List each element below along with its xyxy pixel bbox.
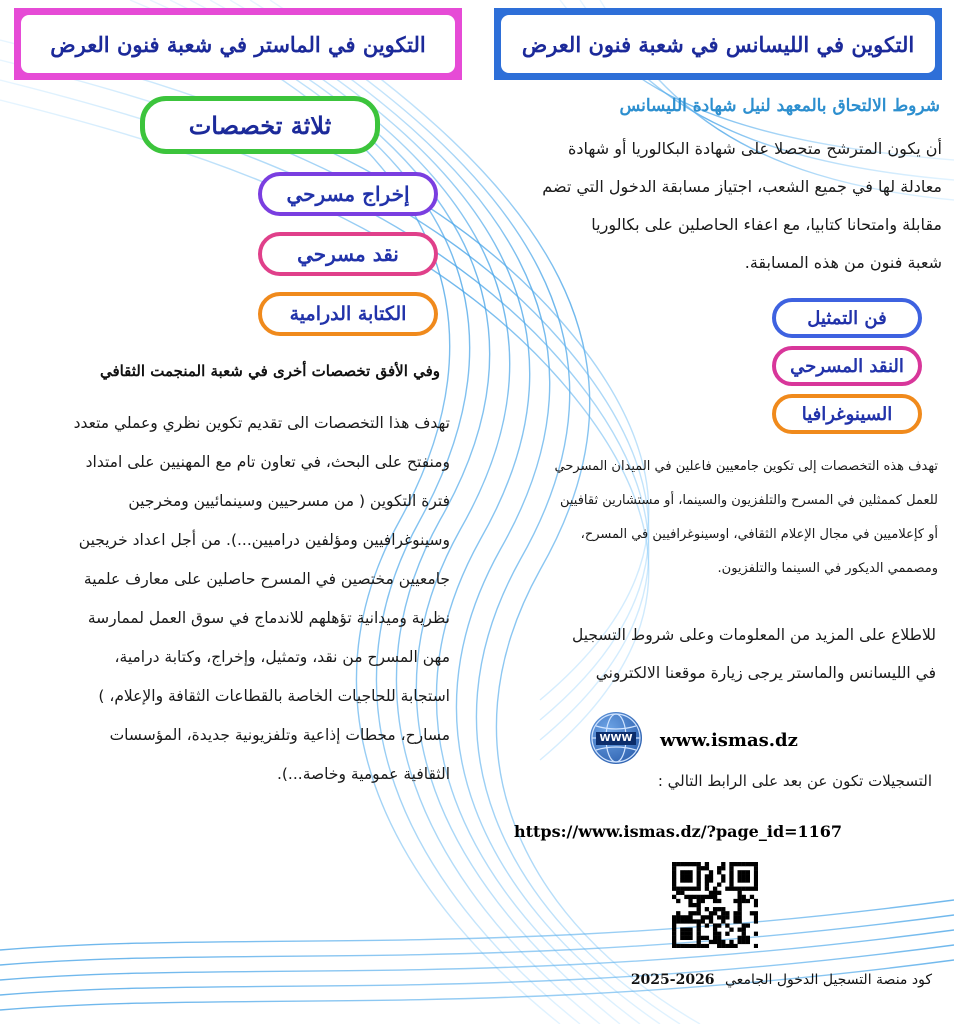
master-specialty-directing [258,172,438,216]
license-conditions [492,130,942,282]
site-url-text[interactable]: www.ismas.dz [660,730,798,751]
master-line: الثقافية عمومية وخاصة...). [276,765,450,783]
master-line: جامعيين مختصين في المسرح حاصلين على معارف علمية [83,570,450,588]
master-specialty-directing-label: إخراج مسرحي [286,182,410,206]
license-info-line: في الليسانس والماستر يرجى زيارة موقعنا الالكتروني [595,664,936,682]
master-line: استجابة للحاجيات الخاصة بالقطاعات الثقافة والإعلام، ) [98,687,450,705]
www-globe-icon [590,712,642,764]
registration-link-text[interactable]: https://www.ismas.dz/?page_id=1167 [514,822,843,841]
master-specialty-dramatic-writing [258,292,438,336]
license-specialty-acting [772,298,922,338]
master-line: نظرية وميدانية تؤهلهم للاندماج في سوق العمل لممارسة [87,609,450,627]
master-specialties-title [140,96,380,154]
license-goal-line: أو كإعلاميين في مجال الإعلام الثقافي، اوسينوغرافيين في المسرح، [580,527,938,542]
master-line: فترة التكوين ( من مسرحيين وسينمائيين ومخرجين [128,492,450,510]
qr-caption-year: 2025-2026 [630,972,715,988]
license-specialty-scenography [772,394,922,434]
master-description [10,404,450,794]
license-goals [478,450,938,586]
master-specialty-criticism-label: نقد مسرحي [297,242,399,266]
license-specialty-acting-label: فن التمثيل [807,307,887,329]
www-globe-label: WWW [596,732,635,745]
license-info-line: للاطلاع على المزيد من المعلومات وعلى شروط التسجيل [571,626,936,644]
header-license [494,8,942,80]
registration-link[interactable] [514,822,934,841]
license-specialty-criticism-label: النقد المسرحي [790,355,904,377]
license-info [486,616,936,692]
registration-note-text: التسجيلات تكون عن بعد على الرابط التالي : [657,772,932,790]
master-line: وسينوغرافيين ومؤلفين دراميين...). من أجل اعداد خريجين [78,531,450,549]
master-line: ومنفتح على البحث، في تعاون تام مع المهنيين على امتداد [85,453,450,471]
qr-caption-text: كود منصة التسجيل الدخول الجامعي [725,972,932,988]
license-goal-line: تهدف هذه التخصصات إلى تكوين جامعيين فاعلين في الميدان المسرحي [554,459,938,474]
license-goal-line: ومصممي الديكور في السينما والتلفزيون. [717,561,938,576]
license-condition-line: مقابلة وامتحانا كتابيا، مع اعفاء الحاصلين على بكالوريا [591,215,942,234]
master-specialty-criticism [258,232,438,276]
license-conditions-heading-text: شروط الالتحاق بالمعهد لنيل شهادة الليسانس [619,96,940,116]
header-master [14,8,462,80]
header-license-title: التكوين في الليسانس في شعبة فنون العرض [521,31,915,57]
master-line: تهدف هذا التخصصات الى تقديم تكوين نظري وعملي متعدد [73,414,450,432]
header-master-title: التكوين في الماستر في شعبة فنون العرض [50,31,426,57]
license-condition-line: أن يكون المترشح متحصلا على شهادة البكالوريا أو شهادة [567,139,942,158]
master-line: مهن المسرح من نقد، وتمثيل، وإخراج، وكتابة درامية، [114,648,450,666]
registration-note [560,772,932,790]
master-horizon-heading-text: وفي الأفق تخصصات أخرى في شعبة المنجمت الثقافي [99,362,440,380]
master-line: مسارح، محطات إذاعية وتلفزيونية جديدة، المؤسسات [109,726,450,744]
license-condition-line: شعبة فنون من هذه المسابقة. [744,253,942,272]
master-horizon-heading [40,362,440,380]
license-condition-line: معادلة لها في جميع الشعب، اجتياز مسابقة الدخول التي تضم [542,177,942,196]
qr-code-icon [672,862,758,948]
qr-caption [532,972,932,988]
site-url[interactable] [660,730,840,751]
license-specialty-scenography-label: السينوغرافيا [801,403,893,425]
license-goal-line: للعمل كممثلين في المسرح والتلفزيون والسينما، أو مستشارين ثقافيين [559,493,938,508]
master-specialty-dramatic-writing-label: الكتابة الدرامية [289,303,407,325]
license-specialty-criticism [772,346,922,386]
master-specialties-title-text: ثلاثة تخصصات [188,110,332,140]
license-conditions-heading [520,96,940,116]
